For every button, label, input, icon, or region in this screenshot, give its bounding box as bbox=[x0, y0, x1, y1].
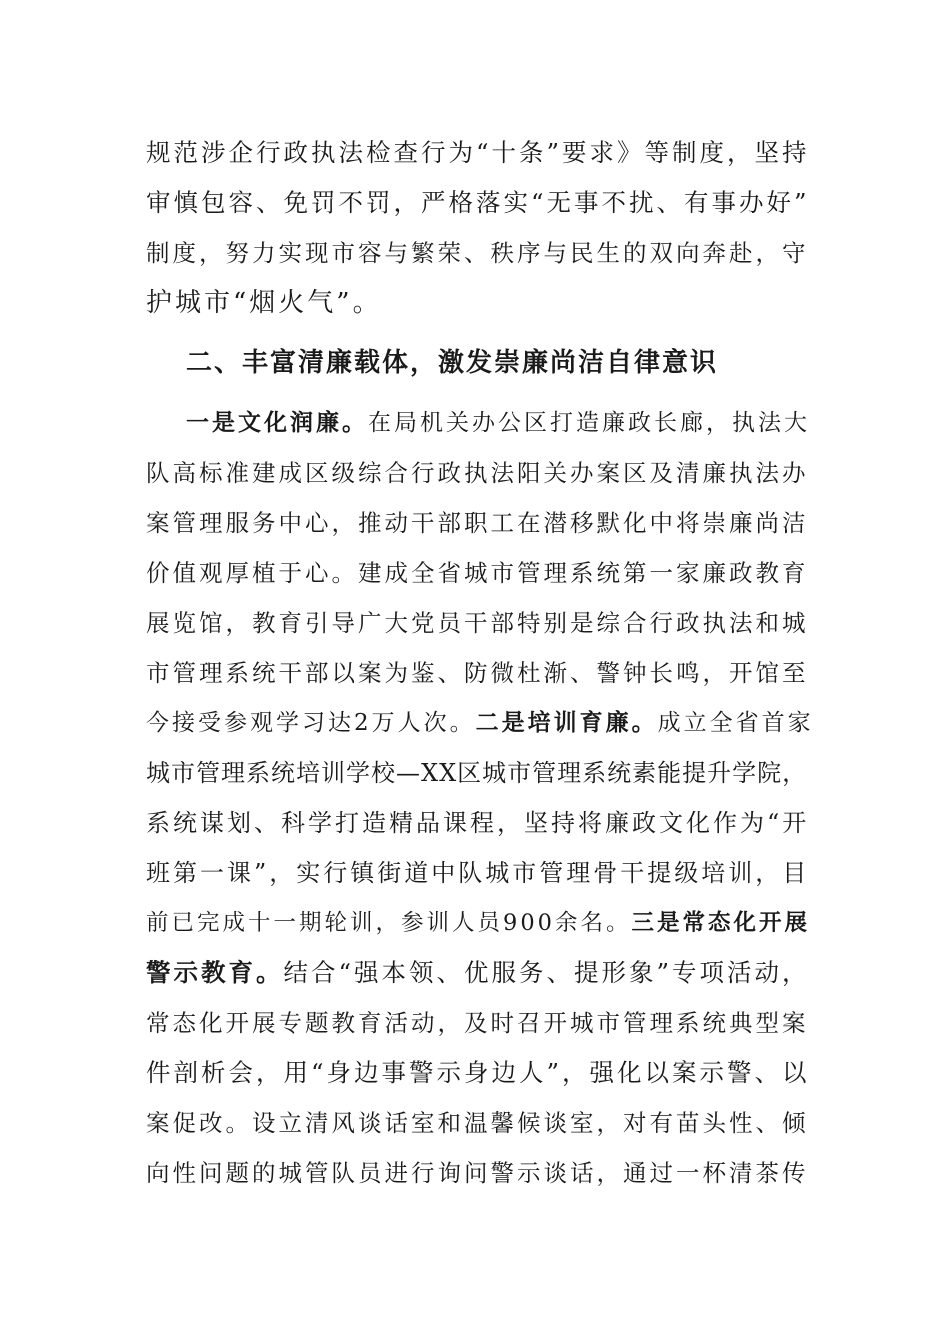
body-line: 规范涉企行政执法检查行为“十条”要求》等制度，坚持 bbox=[146, 138, 810, 167]
paragraph-line: 城市管理系统培训学校—XX区城市管理系统素能提升学院， bbox=[146, 759, 808, 787]
section-heading: 二、丰富清廉载体，激发崇廉尚洁自律意识 bbox=[186, 348, 719, 378]
paragraph-line bbox=[186, 408, 816, 438]
paragraph-line: 件剖析会，用“身边事警示身边人”，强化以案示警、以 bbox=[146, 1058, 810, 1087]
paragraph-line: 价值观厚植于心。建成全省城市管理系统第一家廉政教育 bbox=[146, 559, 809, 587]
paragraph-line: 班第一课”，实行镇街道中队城市管理骨干提级培训，目 bbox=[146, 859, 810, 887]
bold-run: 三是常态化开展 bbox=[631, 910, 810, 936]
paragraph-line: 展览馆，教育引导广大党员干部特别是综合行政执法和城 bbox=[146, 609, 809, 637]
paragraph-line: 案管理服务中心，推动干部职工在潜移默化中将崇廉尚洁 bbox=[146, 509, 809, 537]
text-run: 在局机关办公区打造廉政长廊，执法大 bbox=[368, 410, 810, 436]
bold-run: 一是文化润廉。 bbox=[186, 409, 368, 436]
paragraph-line: 向性问题的城管队员进行询问警示谈话，通过一杯清茶传 bbox=[146, 1159, 809, 1187]
text-run: 成立全省首家 bbox=[657, 710, 814, 736]
paragraph-line: 系统谋划、科学打造精品课程，坚持将廉政文化作为“开 bbox=[146, 809, 810, 837]
body-line: 制度，努力实现市容与繁荣、秩序与民生的双向奔赴，守 bbox=[146, 239, 809, 267]
paragraph-line: 队高标准建成区级综合行政执法阳关办案区及清廉执法办 bbox=[146, 459, 809, 487]
text-run: 今接受参观学习达2万人次。 bbox=[146, 710, 476, 736]
paragraph-line bbox=[146, 958, 816, 988]
paragraph-line: 市管理系统干部以案为鉴、防微杜渐、警钟长鸣，开馆至 bbox=[146, 659, 809, 687]
body-line: 护城市“烟火气”。 bbox=[146, 288, 382, 318]
bold-run: 警示教育。 bbox=[146, 958, 284, 987]
paragraph-line bbox=[146, 708, 816, 738]
paragraph-line bbox=[146, 908, 816, 938]
text-run: 前已完成十一期轮训，参训人员900余名。 bbox=[146, 910, 632, 936]
body-line: 审慎包容、免罚不罚，严格落实“无事不扰、有事办好” bbox=[146, 188, 810, 217]
paragraph-line: 案促改。设立清风谈话室和温馨候谈室，对有苗头性、倾 bbox=[146, 1109, 809, 1137]
bold-run: 二是培训育廉。 bbox=[475, 709, 658, 736]
text-run: 结合“强本领、优服务、提形象”专项活动， bbox=[283, 958, 810, 987]
paragraph-line: 常态化开展专题教育活动，及时召开城市管理系统典型案 bbox=[146, 1009, 809, 1037]
